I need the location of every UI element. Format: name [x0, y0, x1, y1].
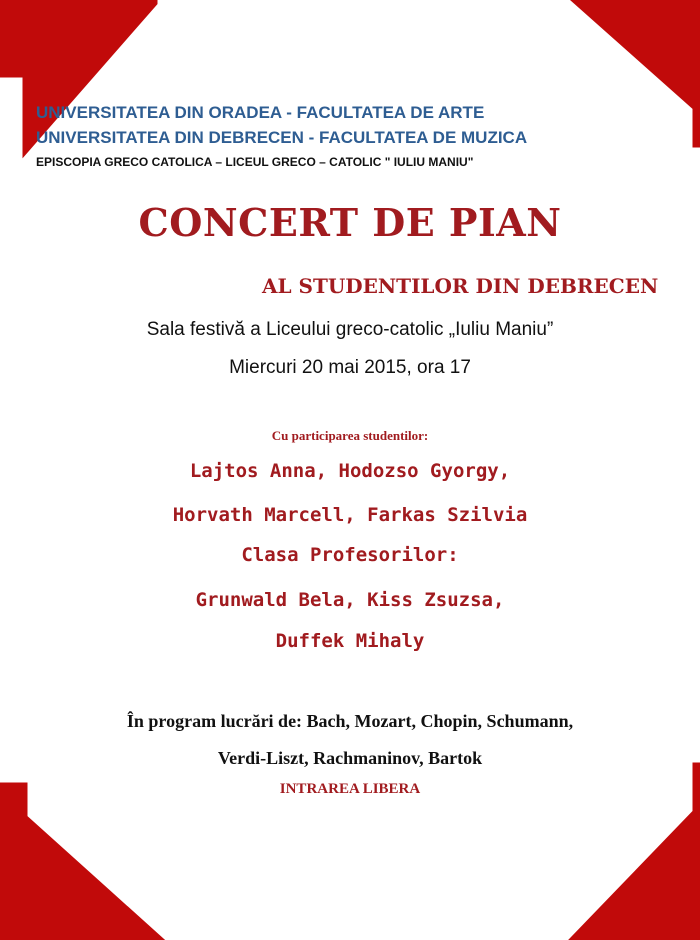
- participants-intro: Cu participarea studentilor:: [271, 428, 429, 443]
- header-line-oradea: UNIVERSITATEA DIN ORADEA - FACULTATEA DE ARTE: [36, 103, 485, 122]
- corner-bottom-left: [0, 780, 180, 940]
- header-line-debrecen: UNIVERSITATEA DIN DEBRECEN - FACULTATEA DE MUZICA: [36, 128, 528, 147]
- free-entry-label: INTRAREA LIBERA: [279, 781, 421, 797]
- venue-text: Sala festivă a Liceului greco-catolic „Iuliu Maniu”: [146, 319, 554, 340]
- program-line-1: În program lucrări de: Bach, Mozart, Chopin, Schumann,: [126, 711, 574, 731]
- header-line-episcopia: EPISCOPIA GRECO CATOLICA – LICEUL GRECO – CATOLIC " IULIU MANIU": [36, 155, 474, 169]
- students-line-1: Lajtos Anna, Hodozso Gyorgy,: [189, 460, 511, 482]
- corner-top-right: [555, 0, 700, 150]
- date-text: Miercuri 20 mai 2015, ora 17: [229, 357, 471, 378]
- professors-line-1: Grunwald Bela, Kiss Zsuzsa,: [195, 589, 505, 611]
- students-line-2: Horvath Marcell, Farkas Szilvia: [172, 504, 528, 526]
- program-line-2: Verdi-Liszt, Rachmaninov, Bartok: [217, 748, 483, 768]
- concert-subtitle: AL STUDENTILOR DIN DEBRECEN: [262, 274, 659, 298]
- professors-heading: Clasa Profesorilor:: [241, 544, 459, 566]
- professors-line-2: Duffek Mihaly: [275, 630, 425, 652]
- concert-title: CONCERT DE PIAN: [138, 200, 562, 245]
